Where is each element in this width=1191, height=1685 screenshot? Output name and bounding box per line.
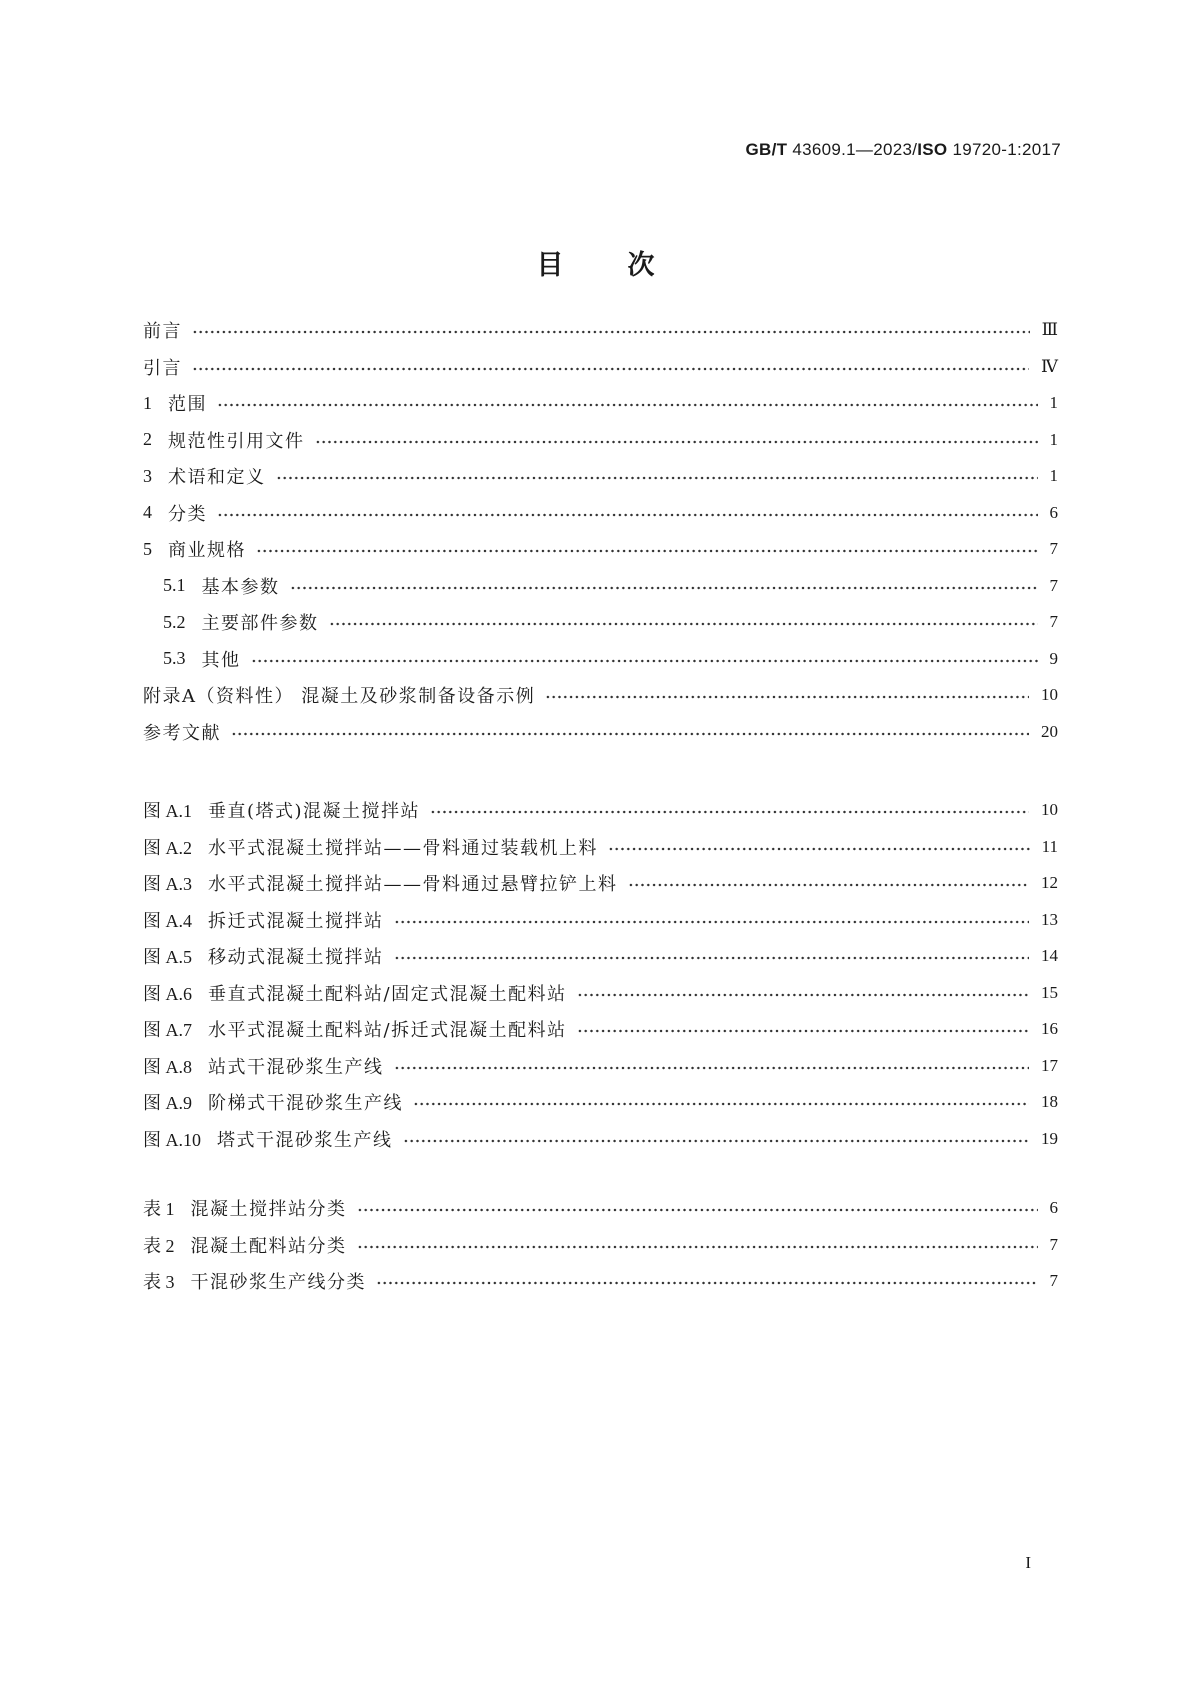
toc-leader-dots [403,1139,1030,1143]
toc-figure-entry[interactable] [143,975,1058,1012]
toc-entry-page: 7 [1049,539,1058,559]
toc-entry-foreword[interactable] [143,312,1058,349]
toc-leader-dots [413,1102,1029,1106]
toc-figure-entry[interactable] [143,1011,1058,1048]
toc-entry-introduction[interactable] [143,349,1058,386]
toc-figure-entry[interactable] [143,1048,1058,1085]
toc-figure-entry[interactable] [143,865,1058,902]
toc-leader-dots [430,810,1029,814]
toc-leader-dots [394,1066,1030,1070]
toc-entry-page: Ⅳ [1041,356,1058,376]
toc-entry-label: 附录A（资料性） 混凝土及砂浆制备设备示例 [143,686,536,708]
toc-table-entry[interactable] [143,1263,1058,1300]
toc-entry-page: Ⅲ [1041,320,1058,340]
toc-leader-dots [577,993,1029,997]
table-number: 表 1 [143,1199,175,1220]
toc-entry-label: 主要部件参数 [201,613,319,635]
table-label: 干混砂浆生产线分类 [190,1272,366,1294]
figure-number: 图 A.10 [143,1129,201,1150]
toc-leader-dots [376,1281,1038,1285]
toc-main-list [143,312,1058,750]
toc-entry-scope[interactable] [143,385,1058,422]
toc-leader-dots [315,440,1038,444]
toc-leader-dots [545,695,1029,699]
toc-leader-dots [290,586,1038,590]
toc-entry-label: 基本参数 [201,576,280,598]
figure-label: 水平式混凝土搅拌站——骨料通过悬臂拉铲上料 [208,874,618,896]
figure-number: 图 A.7 [143,1020,192,1041]
toc-entry-page: 7 [1049,575,1058,595]
toc-entry-label: 规范性引用文件 [168,430,305,452]
document-code-header [746,140,1061,160]
figure-number: 图 A.4 [143,910,192,931]
figure-page: 13 [1041,909,1058,929]
toc-entry-number: 5.3 [163,648,186,669]
toc-entry-number: 5.2 [163,611,186,632]
figure-number: 图 A.1 [143,801,192,822]
toc-entry-label: 术语和定义 [168,467,266,489]
toc-entry-label: 其他 [201,649,241,671]
table-label: 混凝土搅拌站分类 [190,1199,347,1221]
toc-table-entry[interactable] [143,1190,1058,1227]
toc-figure-entry[interactable] [143,902,1058,939]
toc-entry-label: 商业规格 [168,540,246,562]
toc-entry-page: 1 [1049,429,1058,449]
toc-entry-label: 引言 [143,357,182,379]
toc-entry-annex-a[interactable] [143,677,1058,714]
toc-entry-page: 20 [1041,721,1058,741]
toc-leader-dots [192,367,1029,371]
toc-entry-label: 范围 [168,394,207,416]
figure-label: 阶梯式干混砂浆生产线 [208,1093,403,1115]
toc-figure-entry[interactable] [143,1121,1058,1158]
toc-entry-page: 1 [1049,393,1058,413]
toc-entry-page: 6 [1049,502,1058,522]
toc-figure-list [143,792,1058,1157]
toc-entry-page: 1 [1049,466,1058,486]
toc-leader-dots [256,549,1038,553]
toc-entry-component-params[interactable] [143,604,1058,641]
header-code-iso: ISO [917,140,948,159]
figure-number: 图 A.5 [143,947,192,968]
toc-leader-dots [628,883,1030,887]
toc-entry-number: 2 [143,429,152,450]
figure-label: 垂直式混凝土配料站/固定式混凝土配料站 [208,983,567,1005]
toc-figure-entry[interactable] [143,1084,1058,1121]
toc-entry-normative-references[interactable] [143,422,1058,459]
figure-page: 15 [1041,982,1058,1002]
toc-entry-number: 5.1 [163,575,186,596]
figure-page: 16 [1041,1019,1058,1039]
toc-entry-basic-params[interactable] [143,568,1058,605]
toc-leader-dots [192,330,1030,334]
header-code-iso-num: 19720-1:2017 [947,140,1061,159]
figure-page: 14 [1041,946,1058,966]
toc-entry-number: 1 [143,392,152,413]
toc-leader-dots [394,920,1030,924]
toc-entry-page: 9 [1049,648,1058,668]
figure-label: 水平式混凝土配料站/拆迁式混凝土配料站 [208,1020,567,1042]
toc-entry-classification[interactable] [143,495,1058,532]
table-page: 6 [1049,1198,1058,1218]
toc-table-list [143,1190,1058,1300]
figure-label: 移动式混凝土搅拌站 [208,947,384,969]
figure-page: 18 [1041,1092,1058,1112]
figure-number: 图 A.6 [143,983,192,1004]
toc-entry-bibliography[interactable] [143,714,1058,751]
figure-label: 拆迁式混凝土搅拌站 [208,910,384,932]
toc-leader-dots [251,659,1038,663]
figure-label: 塔式干混砂浆生产线 [217,1129,393,1151]
table-page: 7 [1049,1234,1058,1254]
page-number: I [1025,1553,1031,1572]
table-number: 表 2 [143,1235,175,1256]
toc-entry-terms[interactable] [143,458,1058,495]
toc-figure-entry[interactable] [143,829,1058,866]
toc-leader-dots [357,1245,1038,1249]
figure-page: 17 [1041,1055,1058,1075]
toc-entry-commercial-spec[interactable] [143,531,1058,568]
figure-page: 10 [1041,800,1058,820]
toc-leader-dots [394,956,1030,960]
header-code-main: 43609.1—2023/ [787,140,918,159]
toc-leader-dots [577,1029,1029,1033]
toc-leader-dots [608,847,1030,851]
figure-number: 图 A.8 [143,1056,192,1077]
figure-label: 垂直(塔式)混凝土搅拌站 [208,801,421,823]
toc-entry-number: 3 [143,465,152,486]
figure-number: 图 A.3 [143,874,192,895]
figure-label: 站式干混砂浆生产线 [208,1056,384,1078]
table-page: 7 [1049,1271,1058,1291]
toc-entry-number: 5 [143,538,152,559]
figure-page: 11 [1041,836,1058,856]
toc-leader-dots [217,513,1038,517]
table-number: 表 3 [143,1272,175,1293]
toc-entry-number: 4 [143,502,152,523]
toc-leader-dots [357,1208,1038,1212]
figure-number: 图 A.9 [143,1093,192,1114]
toc-entry-label: 参考文献 [143,722,221,744]
toc-figure-entry[interactable] [143,938,1058,975]
figure-page: 19 [1041,1128,1058,1148]
toc-table-entry[interactable] [143,1227,1058,1264]
page-title: 目次 [536,250,719,281]
header-code-prefix: GB/T [745,140,788,159]
toc-figure-entry[interactable] [143,792,1058,829]
toc-entry-page: 10 [1041,685,1058,705]
toc-leader-dots [329,622,1038,626]
toc-leader-dots [217,403,1038,407]
figure-number: 图 A.2 [143,837,192,858]
figure-page: 12 [1041,873,1058,893]
toc-leader-dots [231,732,1029,736]
toc-entry-page: 7 [1049,612,1058,632]
toc-leader-dots [276,476,1038,480]
toc-entry-label: 分类 [168,503,207,525]
toc-entry-label: 前言 [143,321,182,343]
figure-label: 水平式混凝土搅拌站——骨料通过装载机上料 [208,837,598,859]
table-label: 混凝土配料站分类 [190,1235,347,1257]
toc-entry-other[interactable] [143,641,1058,678]
